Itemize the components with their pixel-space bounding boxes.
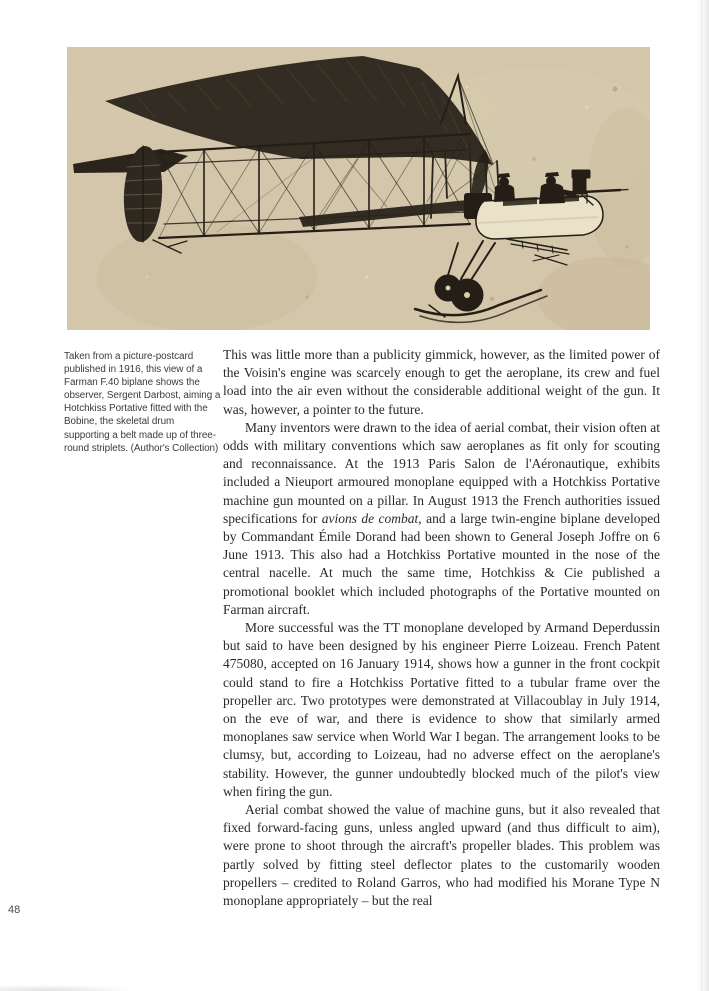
paragraph-3: More successful was the TT monoplane developed by Armand Deperdussin but said to have been designed by his engineer Pierre Loizeau. French Patent 475080, accepted on 16 January 1914, shows how a gunner in the front cockpit could stand to fire a Hotchkiss Portative fitted to a tubular frame over the propeller arc. Two prototypes were demonstrated at Villacoublay in July 1914, on the eve of war, and there is evidence to show that similarly armed monoplanes saw service when World War I began. The arrangement looks to be clumsy, but, according to Loizeau, had no adverse effect on the aeroplane's stability. However, the gunner undoubtedly blocked much of the pilot's view when firing the gun. [223, 620, 660, 799]
paragraph-2-text-cont: , and a large twin-engine biplane developed by Commandant Émile Dorand had been shown to General Joseph Joffre on 6 June 1913. This also had a Hotchkiss Portative mounted in the nose of the central nacelle. At much the same time, Hotchkiss & Cie published a promotional booklet which included photographs of the Portative mounted on Farman aircraft. [223, 510, 660, 617]
paragraph-4: Aerial combat showed the value of machine guns, but it also revealed that fixed forward-facing guns, unless angled upward (and thus difficult to aim), were prone to shoot through the aircraft's propeller blades. This problem was partly solved by fitting steel deflector plates to the customarily wooden propellers – credited to Roland Garros, who had modified his Morane Type N monoplane appropriately – but the real [223, 802, 660, 909]
paragraph-1: This was little more than a publicity gimmick, however, as the limited power of the Voisin's engine was scarcely enough to get the aeroplane, its crew and fuel load into the air even without the considerable additional weight of the gun. It was, however, a pointer to the future. [223, 347, 660, 417]
page-number: 48 [8, 904, 21, 916]
bottom-scan-smudge [0, 979, 220, 991]
page-edge-line [701, 0, 702, 991]
bobine-drum [572, 170, 590, 178]
aircraft-photo-svg [67, 47, 650, 330]
photo-caption: Taken from a picture-postcard published in 1916, this view of a Farman F.40 biplane shows the observer, Sergent Darbost, aiming a Hotchkiss Portative fitted with the Bobine, the skeletal drum supporting a belt made up of three-round striplets. (Author's Collection) [64, 351, 221, 454]
paragraph-2-italic-phrase: avions de combat [321, 510, 419, 526]
paragraph-2-text: Many inventors were drawn to the idea of aerial combat, their vision often at odds with military conventions which saw aeroplanes as fit only for scouting and reconnaissance. At the 1913 Paris Salon de l'Aéronautique, exhibits included a Nieuport armoured monoplane equipped with a Hotchkiss Portative machine gun mounted on a pillar. In August 1913 the French authorities issued specifications for [223, 419, 660, 526]
page-edge-shadow [697, 0, 709, 991]
paragraph-2 [223, 419, 660, 619]
body-text-column [223, 346, 660, 910]
aircraft-photo [67, 47, 650, 330]
